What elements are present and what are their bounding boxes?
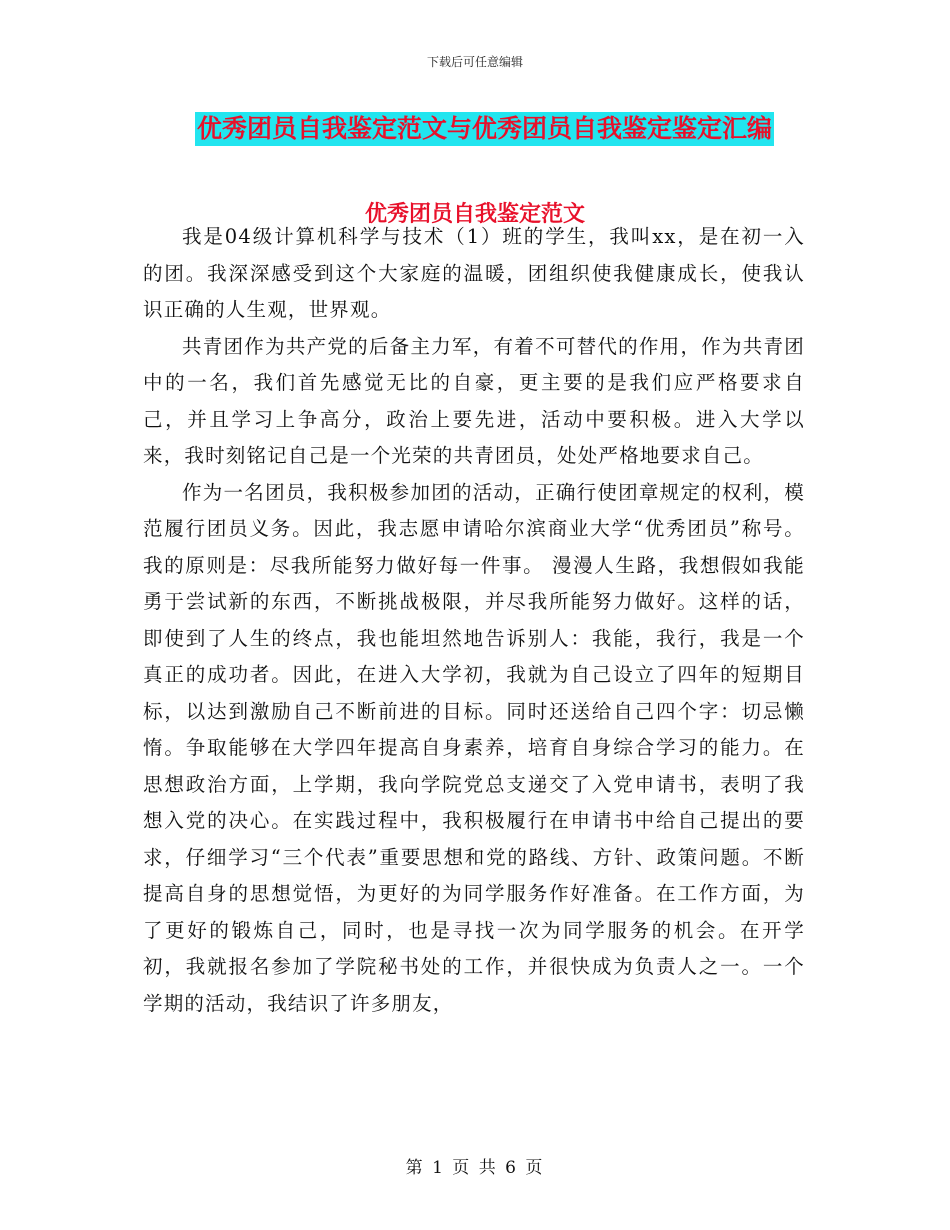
paragraph-3: 作为一名团员，我积极参加团的活动，正确行使团章规定的权利，模范履行团员义务。因此，我志愿申请哈尔滨商业大学“优秀团员”称号。 我的原则是：尽我所能努力做好每一件事。 漫漫人生路，我想假如我能勇于尝试新的东西，不断挑战极限，并尽我所能努力做好。这样的话，即使到了人生的终点，我也能坦然地告诉别人：我能，我行，我是一个真正的成功者。因此，在进入大学初，我就为自己设立了四年的短期目标，以达到激励自己不断前进的目标。同时还送给自己四个字：切忌懒惰。争取能够在大学四年提高自身素养，培育自身综合学习的能力。在思想政治方面，上学期，我向学院党总支递交了入党申请书，表明了我想入党的决心。在实践过程中，我积极履行在申请书中给自己提出的要求，仔细学习“三个代表”重要思想和党的路线、方针、政策问题。不断提高自身的思想觉悟，为更好的为同学服务作好准备。在工作方面，为了更好的锻炼自己，同时，也是寻找一次为同学服务的机会。在开学初，我就报名参加了学院秘书处的工作，并很快成为负责人之一。一个学期的活动，我结识了许多朋友， [143,480,805,1015]
paragraph-2: 共青团作为共产党的后备主力军，有着不可替代的作用，作为共青团中的一名，我们首先感觉无比的自豪，更主要的是我们应严格要求自己，并且学习上争高分，政治上要先进，活动中要积极。进入大学以来，我时刻铭记自己是一个光荣的共青团员，处处严格地要求自己。 [143,334,805,467]
body-text [143,219,805,1022]
paragraph-1: 我是04级计算机科学与技术（1）班的学生，我叫xx，是在初一入的团。我深深感受到这个大家庭的温暖，团组织使我健康成长，使我认识正确的人生观，世界观。 [143,225,805,321]
document-title: 优秀团员自我鉴定范文与优秀团员自我鉴定鉴定汇编 [195,112,774,146]
section-title: 优秀团员自我鉴定范文 [364,202,585,227]
document-title-container [195,112,774,146]
page-footer: 第 1 页 共 6 页 [405,1158,545,1178]
header-note: 下载后可任意编辑 [426,55,523,69]
